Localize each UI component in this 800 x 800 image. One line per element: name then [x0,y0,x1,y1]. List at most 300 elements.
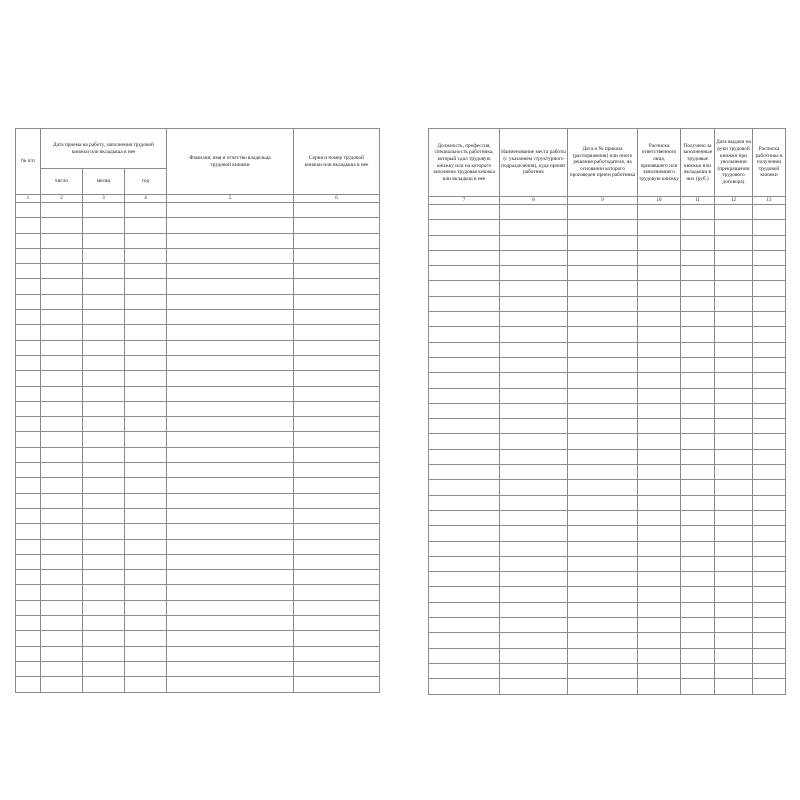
table-cell[interactable] [500,633,568,648]
table-cell[interactable] [167,524,294,539]
table-cell[interactable] [753,679,786,694]
table-cell[interactable] [500,419,568,434]
table-cell[interactable] [125,600,167,615]
table-cell[interactable] [41,570,83,585]
table-cell[interactable] [83,248,125,263]
table-cell[interactable] [638,266,681,281]
table-cell[interactable] [638,587,681,602]
table-cell[interactable] [429,495,500,510]
table-cell[interactable] [568,480,638,495]
table-cell[interactable] [681,296,715,311]
table-cell[interactable] [167,478,294,493]
table-cell[interactable] [500,495,568,510]
table-cell[interactable] [753,495,786,510]
table-cell[interactable] [500,602,568,617]
table-cell[interactable] [568,312,638,327]
table-cell[interactable] [16,600,41,615]
table-cell[interactable] [715,373,753,388]
table-cell[interactable] [500,587,568,602]
table-cell[interactable] [83,447,125,462]
table-cell[interactable] [294,401,380,416]
table-cell[interactable] [83,294,125,309]
table-cell[interactable] [294,264,380,279]
table-cell[interactable] [568,220,638,235]
table-cell[interactable] [167,279,294,294]
table-cell[interactable] [167,417,294,432]
table-cell[interactable] [638,296,681,311]
table-cell[interactable] [715,327,753,342]
table-cell[interactable] [16,386,41,401]
table-cell[interactable] [167,325,294,340]
table-cell[interactable] [715,403,753,418]
table-cell[interactable] [125,661,167,676]
table-cell[interactable] [16,661,41,676]
table-cell[interactable] [568,388,638,403]
table-cell[interactable] [16,524,41,539]
table-cell[interactable] [753,205,786,220]
table-cell[interactable] [638,465,681,480]
table-cell[interactable] [41,401,83,416]
table-cell[interactable] [41,493,83,508]
table-cell[interactable] [500,250,568,265]
table-cell[interactable] [294,463,380,478]
table-cell[interactable] [294,355,380,370]
table-cell[interactable] [568,327,638,342]
table-cell[interactable] [429,602,500,617]
table-cell[interactable] [753,235,786,250]
table-cell[interactable] [294,539,380,554]
table-cell[interactable] [568,556,638,571]
table-cell[interactable] [681,602,715,617]
table-cell[interactable] [681,281,715,296]
table-cell[interactable] [125,616,167,631]
table-cell[interactable] [294,417,380,432]
table-cell[interactable] [500,327,568,342]
table-cell[interactable] [500,296,568,311]
table-cell[interactable] [16,218,41,233]
table-cell[interactable] [83,493,125,508]
table-cell[interactable] [429,556,500,571]
table-cell[interactable] [638,510,681,525]
table-cell[interactable] [429,648,500,663]
table-cell[interactable] [500,403,568,418]
table-cell[interactable] [715,556,753,571]
table-cell[interactable] [429,342,500,357]
table-cell[interactable] [83,432,125,447]
table-cell[interactable] [16,264,41,279]
table-cell[interactable] [167,432,294,447]
table-cell[interactable] [41,355,83,370]
table-cell[interactable] [16,203,41,218]
table-cell[interactable] [681,327,715,342]
table-cell[interactable] [16,248,41,263]
table-cell[interactable] [83,417,125,432]
table-cell[interactable] [83,310,125,325]
table-cell[interactable] [715,663,753,678]
table-cell[interactable] [681,572,715,587]
table-cell[interactable] [568,541,638,556]
table-cell[interactable] [167,340,294,355]
table-cell[interactable] [638,205,681,220]
table-cell[interactable] [638,572,681,587]
table-cell[interactable] [125,264,167,279]
table-cell[interactable] [753,403,786,418]
table-cell[interactable] [568,342,638,357]
table-cell[interactable] [167,661,294,676]
table-cell[interactable] [429,388,500,403]
table-cell[interactable] [429,480,500,495]
table-cell[interactable] [167,677,294,692]
table-cell[interactable] [715,648,753,663]
table-cell[interactable] [429,357,500,372]
table-cell[interactable] [16,417,41,432]
table-cell[interactable] [41,279,83,294]
table-cell[interactable] [715,587,753,602]
table-cell[interactable] [638,648,681,663]
table-cell[interactable] [83,279,125,294]
table-cell[interactable] [568,526,638,541]
table-cell[interactable] [638,388,681,403]
table-cell[interactable] [125,478,167,493]
table-cell[interactable] [294,616,380,631]
table-cell[interactable] [16,233,41,248]
table-cell[interactable] [681,235,715,250]
table-cell[interactable] [125,371,167,386]
table-cell[interactable] [41,371,83,386]
table-cell[interactable] [16,463,41,478]
table-cell[interactable] [83,585,125,600]
table-cell[interactable] [753,327,786,342]
table-cell[interactable] [125,539,167,554]
table-cell[interactable] [83,524,125,539]
table-cell[interactable] [753,602,786,617]
table-cell[interactable] [500,205,568,220]
table-cell[interactable] [500,556,568,571]
table-cell[interactable] [753,618,786,633]
table-cell[interactable] [681,266,715,281]
table-cell[interactable] [429,526,500,541]
table-cell[interactable] [83,570,125,585]
table-cell[interactable] [167,248,294,263]
table-cell[interactable] [715,510,753,525]
table-cell[interactable] [568,633,638,648]
table-cell[interactable] [294,646,380,661]
table-cell[interactable] [294,631,380,646]
table-cell[interactable] [429,296,500,311]
table-cell[interactable] [715,602,753,617]
table-cell[interactable] [83,539,125,554]
table-cell[interactable] [125,570,167,585]
table-cell[interactable] [83,463,125,478]
table-cell[interactable] [715,342,753,357]
table-cell[interactable] [125,279,167,294]
table-cell[interactable] [294,340,380,355]
table-cell[interactable] [568,373,638,388]
table-cell[interactable] [41,218,83,233]
table-cell[interactable] [83,264,125,279]
table-cell[interactable] [753,266,786,281]
table-cell[interactable] [429,633,500,648]
table-cell[interactable] [429,434,500,449]
table-cell[interactable] [294,554,380,569]
table-cell[interactable] [568,618,638,633]
table-cell[interactable] [294,677,380,692]
table-cell[interactable] [638,250,681,265]
table-cell[interactable] [167,203,294,218]
table-cell[interactable] [83,386,125,401]
table-cell[interactable] [681,618,715,633]
table-cell[interactable] [167,585,294,600]
table-cell[interactable] [429,281,500,296]
table-cell[interactable] [753,312,786,327]
table-cell[interactable] [500,434,568,449]
table-cell[interactable] [681,342,715,357]
table-cell[interactable] [681,388,715,403]
table-cell[interactable] [125,355,167,370]
table-cell[interactable] [167,386,294,401]
table-cell[interactable] [753,419,786,434]
table-cell[interactable] [16,585,41,600]
table-cell[interactable] [294,279,380,294]
table-cell[interactable] [753,342,786,357]
table-cell[interactable] [167,493,294,508]
table-cell[interactable] [753,480,786,495]
table-cell[interactable] [294,600,380,615]
table-cell[interactable] [16,631,41,646]
table-cell[interactable] [638,449,681,464]
table-cell[interactable] [715,526,753,541]
table-cell[interactable] [681,633,715,648]
table-cell[interactable] [429,312,500,327]
table-cell[interactable] [41,539,83,554]
table-cell[interactable] [41,631,83,646]
table-cell[interactable] [429,449,500,464]
table-cell[interactable] [125,554,167,569]
table-cell[interactable] [125,631,167,646]
table-cell[interactable] [681,495,715,510]
table-cell[interactable] [125,417,167,432]
table-cell[interactable] [500,235,568,250]
table-cell[interactable] [715,679,753,694]
table-cell[interactable] [125,401,167,416]
table-cell[interactable] [16,325,41,340]
table-cell[interactable] [83,371,125,386]
table-cell[interactable] [500,679,568,694]
table-cell[interactable] [41,478,83,493]
table-cell[interactable] [753,296,786,311]
table-cell[interactable] [294,585,380,600]
table-cell[interactable] [429,250,500,265]
table-cell[interactable] [41,386,83,401]
table-cell[interactable] [681,556,715,571]
table-cell[interactable] [429,403,500,418]
table-cell[interactable] [167,233,294,248]
table-cell[interactable] [294,233,380,248]
table-cell[interactable] [83,233,125,248]
table-cell[interactable] [125,524,167,539]
table-cell[interactable] [16,401,41,416]
table-cell[interactable] [41,233,83,248]
table-cell[interactable] [638,618,681,633]
table-cell[interactable] [16,616,41,631]
table-cell[interactable] [638,495,681,510]
table-cell[interactable] [41,463,83,478]
table-cell[interactable] [83,218,125,233]
table-cell[interactable] [715,388,753,403]
table-cell[interactable] [715,312,753,327]
table-cell[interactable] [16,539,41,554]
table-cell[interactable] [715,220,753,235]
table-cell[interactable] [16,508,41,523]
table-cell[interactable] [16,355,41,370]
table-cell[interactable] [638,556,681,571]
table-cell[interactable] [429,465,500,480]
table-cell[interactable] [681,250,715,265]
table-cell[interactable] [16,279,41,294]
table-cell[interactable] [500,357,568,372]
table-cell[interactable] [568,403,638,418]
table-cell[interactable] [500,449,568,464]
table-cell[interactable] [568,663,638,678]
table-cell[interactable] [715,357,753,372]
table-cell[interactable] [715,572,753,587]
table-cell[interactable] [41,417,83,432]
table-cell[interactable] [568,648,638,663]
table-cell[interactable] [568,250,638,265]
table-cell[interactable] [681,587,715,602]
table-cell[interactable] [167,371,294,386]
table-cell[interactable] [125,677,167,692]
table-cell[interactable] [41,264,83,279]
table-cell[interactable] [500,618,568,633]
table-cell[interactable] [715,465,753,480]
table-cell[interactable] [294,248,380,263]
table-cell[interactable] [83,340,125,355]
table-cell[interactable] [681,679,715,694]
table-cell[interactable] [83,616,125,631]
table-cell[interactable] [753,388,786,403]
table-cell[interactable] [753,510,786,525]
table-cell[interactable] [681,648,715,663]
table-cell[interactable] [568,465,638,480]
table-cell[interactable] [638,541,681,556]
table-cell[interactable] [83,677,125,692]
table-cell[interactable] [429,373,500,388]
table-cell[interactable] [41,585,83,600]
table-cell[interactable] [16,371,41,386]
table-cell[interactable] [500,220,568,235]
table-cell[interactable] [638,312,681,327]
table-cell[interactable] [167,218,294,233]
table-cell[interactable] [638,480,681,495]
table-cell[interactable] [429,205,500,220]
table-cell[interactable] [125,447,167,462]
table-cell[interactable] [429,419,500,434]
table-cell[interactable] [753,434,786,449]
table-cell[interactable] [125,325,167,340]
table-cell[interactable] [715,618,753,633]
table-cell[interactable] [500,281,568,296]
table-cell[interactable] [294,203,380,218]
table-cell[interactable] [167,570,294,585]
table-cell[interactable] [753,587,786,602]
table-cell[interactable] [167,401,294,416]
table-cell[interactable] [41,447,83,462]
table-cell[interactable] [681,357,715,372]
table-cell[interactable] [83,478,125,493]
table-cell[interactable] [500,312,568,327]
table-cell[interactable] [753,663,786,678]
table-cell[interactable] [429,572,500,587]
table-cell[interactable] [16,340,41,355]
table-cell[interactable] [568,679,638,694]
table-cell[interactable] [715,449,753,464]
table-cell[interactable] [638,679,681,694]
table-cell[interactable] [125,463,167,478]
table-cell[interactable] [294,310,380,325]
table-cell[interactable] [294,325,380,340]
table-cell[interactable] [715,434,753,449]
table-cell[interactable] [638,373,681,388]
table-cell[interactable] [41,600,83,615]
table-cell[interactable] [681,480,715,495]
table-cell[interactable] [753,526,786,541]
table-cell[interactable] [16,432,41,447]
table-cell[interactable] [125,646,167,661]
table-cell[interactable] [568,235,638,250]
table-cell[interactable] [681,449,715,464]
table-cell[interactable] [294,661,380,676]
table-cell[interactable] [715,541,753,556]
table-cell[interactable] [125,203,167,218]
table-cell[interactable] [429,679,500,694]
table-cell[interactable] [41,646,83,661]
table-cell[interactable] [41,310,83,325]
table-cell[interactable] [638,220,681,235]
table-cell[interactable] [681,373,715,388]
table-cell[interactable] [167,646,294,661]
table-cell[interactable] [681,403,715,418]
table-cell[interactable] [167,294,294,309]
table-cell[interactable] [681,312,715,327]
table-cell[interactable] [167,616,294,631]
table-cell[interactable] [638,663,681,678]
table-cell[interactable] [568,357,638,372]
table-cell[interactable] [41,248,83,263]
table-cell[interactable] [429,220,500,235]
table-cell[interactable] [638,602,681,617]
table-cell[interactable] [568,434,638,449]
table-cell[interactable] [294,493,380,508]
table-cell[interactable] [125,233,167,248]
table-cell[interactable] [638,526,681,541]
table-cell[interactable] [16,478,41,493]
table-cell[interactable] [83,600,125,615]
table-cell[interactable] [638,357,681,372]
table-cell[interactable] [753,633,786,648]
table-cell[interactable] [294,386,380,401]
table-cell[interactable] [715,419,753,434]
table-cell[interactable] [125,340,167,355]
table-cell[interactable] [429,541,500,556]
table-cell[interactable] [568,602,638,617]
table-cell[interactable] [753,572,786,587]
table-cell[interactable] [83,203,125,218]
table-cell[interactable] [167,600,294,615]
table-cell[interactable] [715,480,753,495]
table-cell[interactable] [125,386,167,401]
table-cell[interactable] [568,449,638,464]
